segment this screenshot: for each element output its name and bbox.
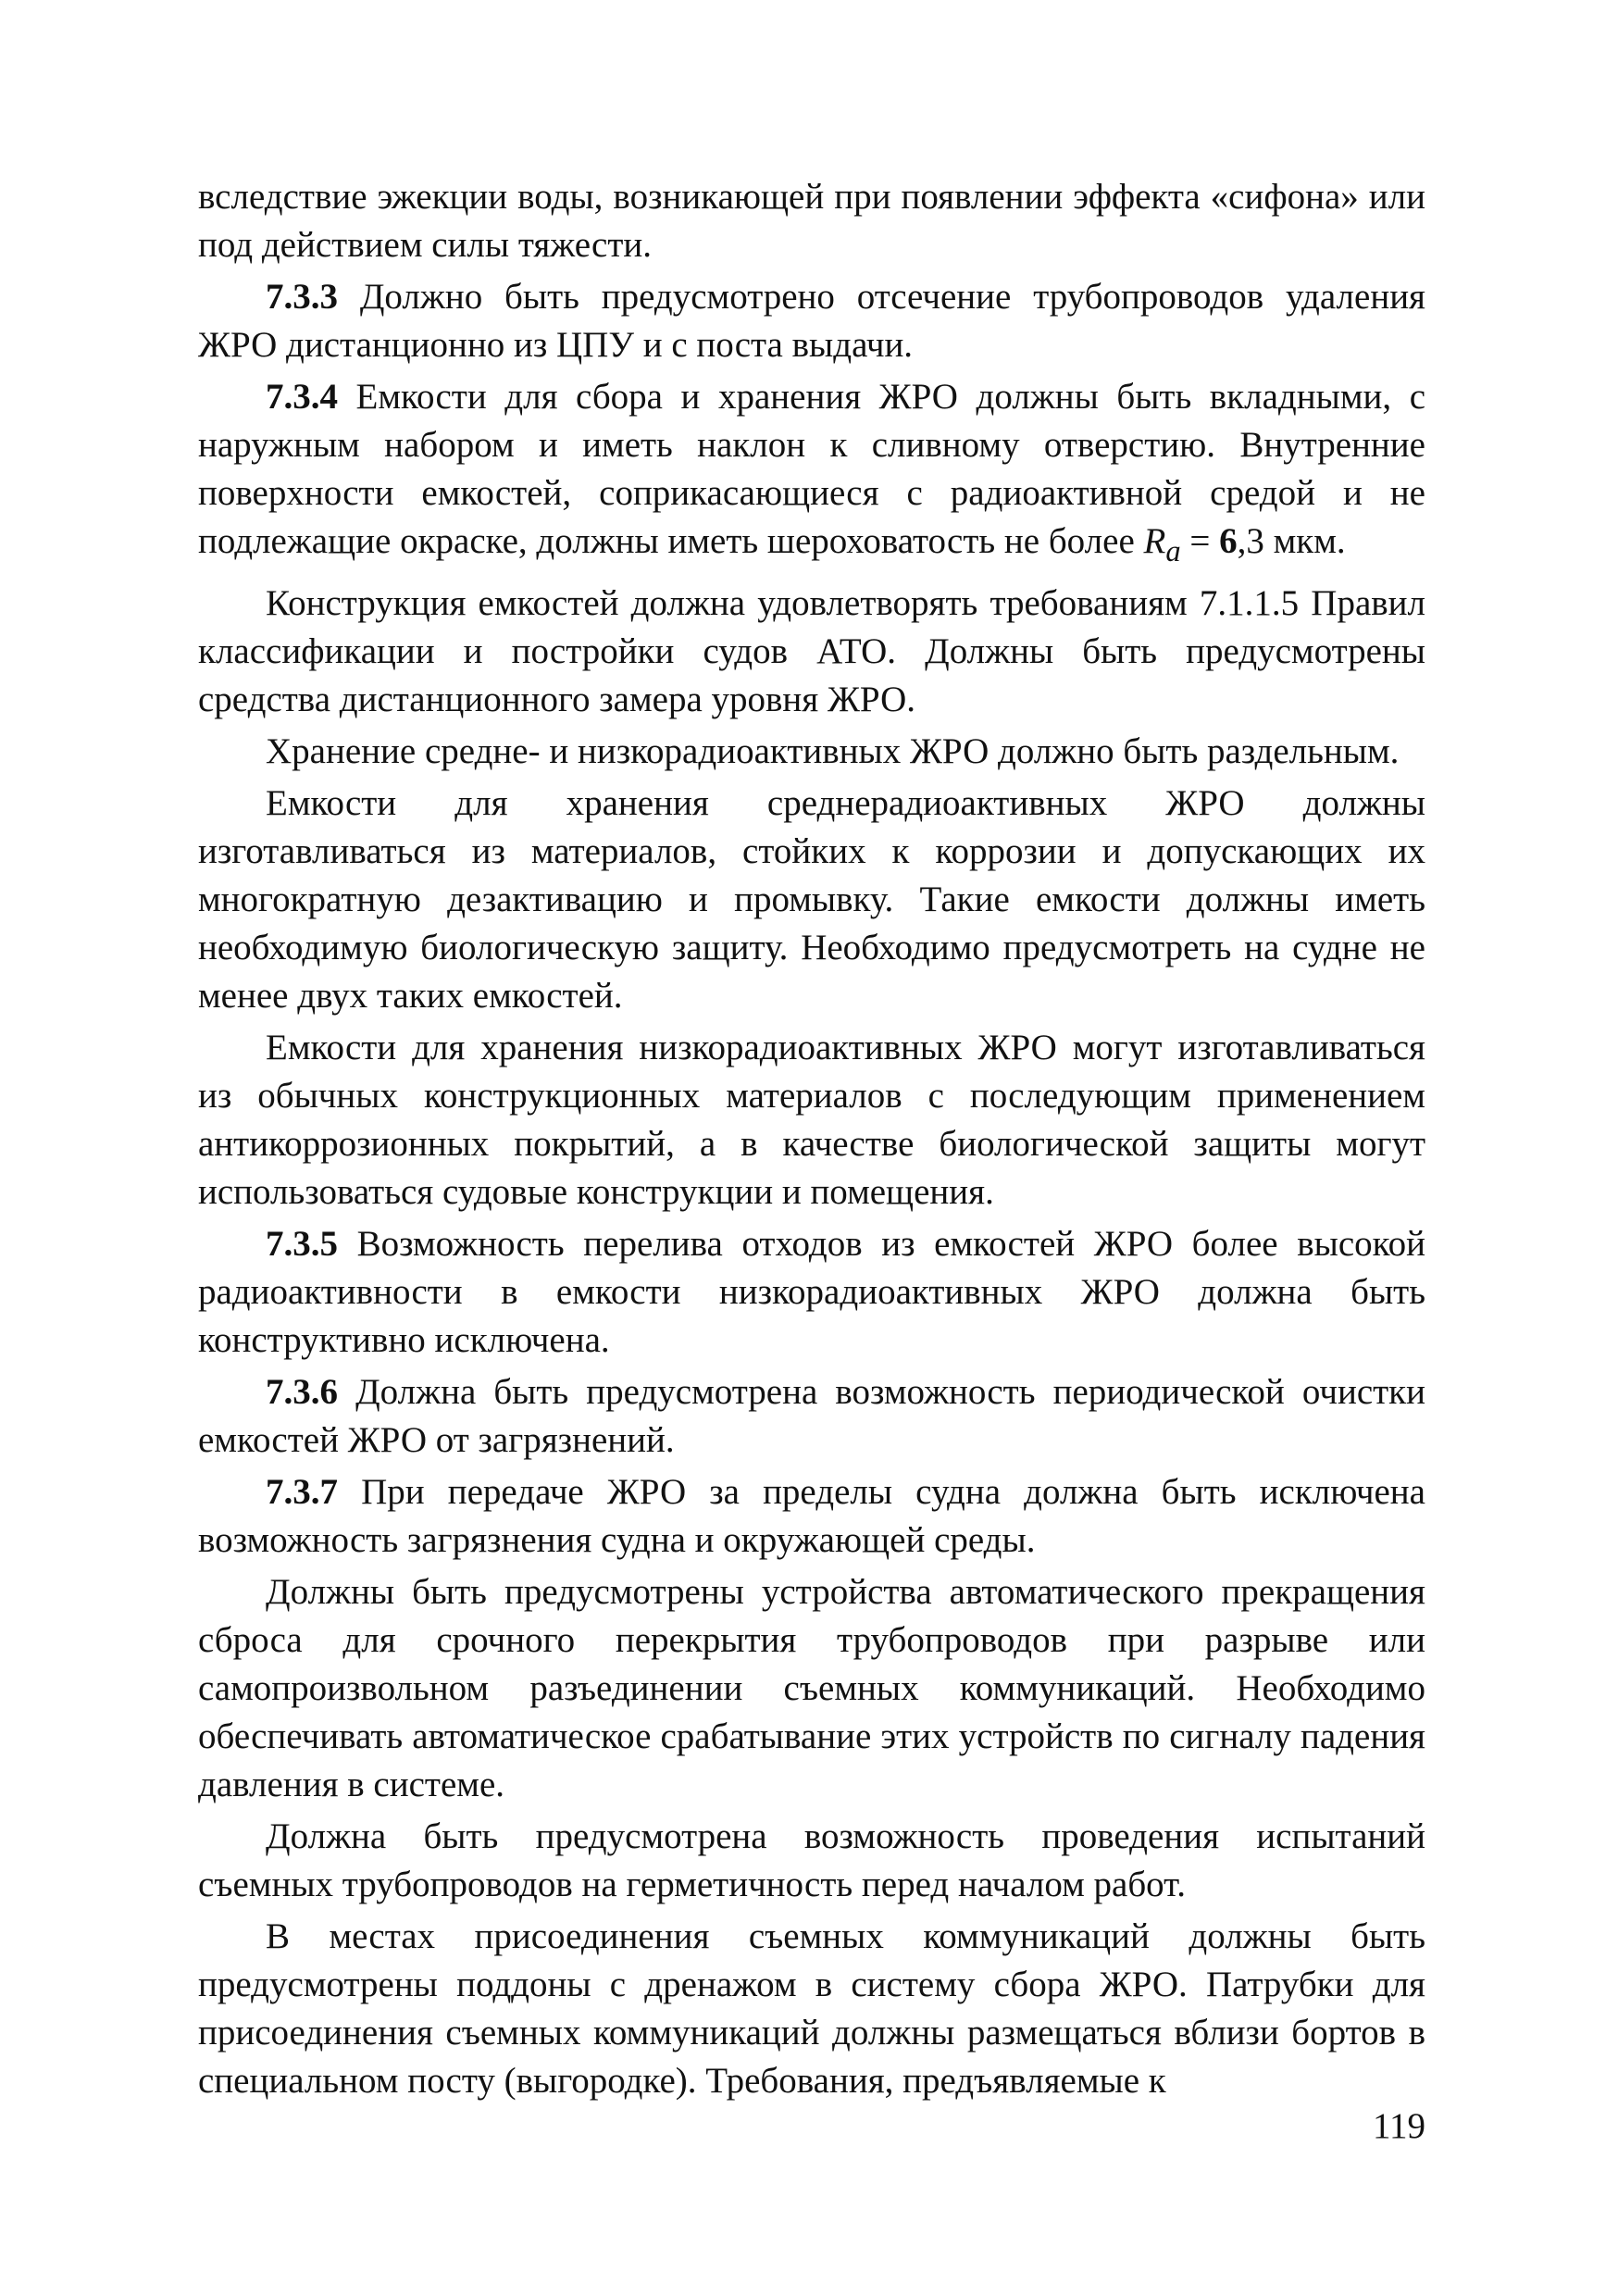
paragraph-connection-points (198, 1913, 1425, 2105)
clause-number: 7.3.5 (266, 1223, 338, 1264)
paragraph-text: Хранение средне- и низкорадиоактивных ЖРО должно быть раздельным. (266, 730, 1400, 771)
paragraph-text: Должны быть предусмотрены устройства автоматического прекращения сброса для срочного перекрытия трубопроводов при разрыве или самопроизвольном разъединении съемных коммуникаций. Необходимо обеспечивать автоматическое срабатывание этих устройств по сигналу падения давления в системе. (198, 1571, 1425, 1804)
paragraph-text: Емкости для хранения низкорадиоактивных ЖРО могут изготавливаться из обычных конструкционных материалов с последующим применением антикоррозионных покрытий, а в качестве биологической защиты могут использоваться судовые конструкции и помещения. (198, 1027, 1425, 1212)
paragraph-construction (198, 580, 1425, 724)
paragraph-text: В местах присоединения съемных коммуникаций должны быть предусмотрены поддоны с дренажом в систему сбора ЖРО. Патрубки для присоединения съемных коммуникаций должны размещаться вблизи бортов в специальном посту (выгородке). Требования, предъявляемые к (198, 1915, 1425, 2101)
formula-subscript: a (1165, 534, 1181, 568)
paragraph-text: Емкости для хранения среднерадиоактивных ЖРО должны изготавливаться из материалов, стойких к коррозии и допускающих их многократную дезактивацию и промывку. Такие емкости должны иметь необходимую биологическую защиту. Необходимо предусмотреть на судне не менее двух таких емкостей. (198, 782, 1425, 1016)
clause-number: 7.3.7 (266, 1471, 338, 1512)
paragraph-text: Должно быть предусмотрено отсечение трубопроводов удаления ЖРО дистанционно из ЦПУ и с поста выдачи. (198, 277, 1425, 365)
paragraph-text: Должна быть предусмотрена возможность периодической очистки емкостей ЖРО от загрязнений. (198, 1371, 1425, 1460)
paragraph-low-level-tanks (198, 1024, 1425, 1217)
clause-number: 7.3.6 (266, 1371, 338, 1412)
paragraph-medium-level-tanks (198, 780, 1425, 1020)
formula-equals: = (1180, 521, 1220, 561)
formula-value: 6 (1219, 521, 1238, 561)
paragraph-text: Должна быть предусмотрена возможность проведения испытаний съемных трубопроводов на герметичность перед началом работ. (198, 1816, 1425, 1904)
paragraph-7-3-7 (198, 1468, 1425, 1565)
paragraph-7-3-6 (198, 1368, 1425, 1465)
paragraph-auto-shutoff (198, 1568, 1425, 1809)
document-body (198, 173, 1425, 2109)
paragraph-text: Возможность перелива отходов из емкостей ЖРО более высокой радиоактивности в емкости низкорадиоактивных ЖРО должна быть конструктивно исключена. (198, 1223, 1425, 1360)
paragraph-7-3-4 (198, 373, 1425, 576)
paragraph-tightness-test (198, 1813, 1425, 1909)
paragraph-7-3-3 (198, 273, 1425, 369)
paragraph-text: При передаче ЖРО за пределы судна должна быть исключена возможность загрязнения судна и окружающей среды. (198, 1471, 1425, 1560)
paragraph-text: вследствие эжекции воды, возникающей при появлении эффекта «сифона» или под действием силы тяжести. (198, 177, 1425, 265)
paragraph-text: Конструкция емкостей должна удовлетворять требованиям 7.1.1.5 Правил классификации и постройки судов АТО. Должны быть предусмотрены средства дистанционного замера уровня ЖРО. (198, 582, 1425, 719)
formula-unit: ,3 мкм. (1237, 521, 1346, 561)
clause-number: 7.3.4 (266, 377, 338, 417)
formula-variable: R (1143, 521, 1166, 561)
clause-number: 7.3.3 (266, 277, 338, 317)
paragraph-text: Емкости для сбора и хранения ЖРО должны быть вкладными, с наружным набором и иметь наклон к сливному отверстию. Внутренние поверхности емкостей, соприкасающиеся с радиоактивной средой и не подлежащие окраске, должны иметь шероховатость не более (198, 377, 1425, 561)
paragraph-7-3-5 (198, 1220, 1425, 1365)
page-number: 119 (1372, 2106, 1425, 2146)
paragraph-storage (198, 728, 1425, 776)
paragraph-continuation (198, 173, 1425, 269)
